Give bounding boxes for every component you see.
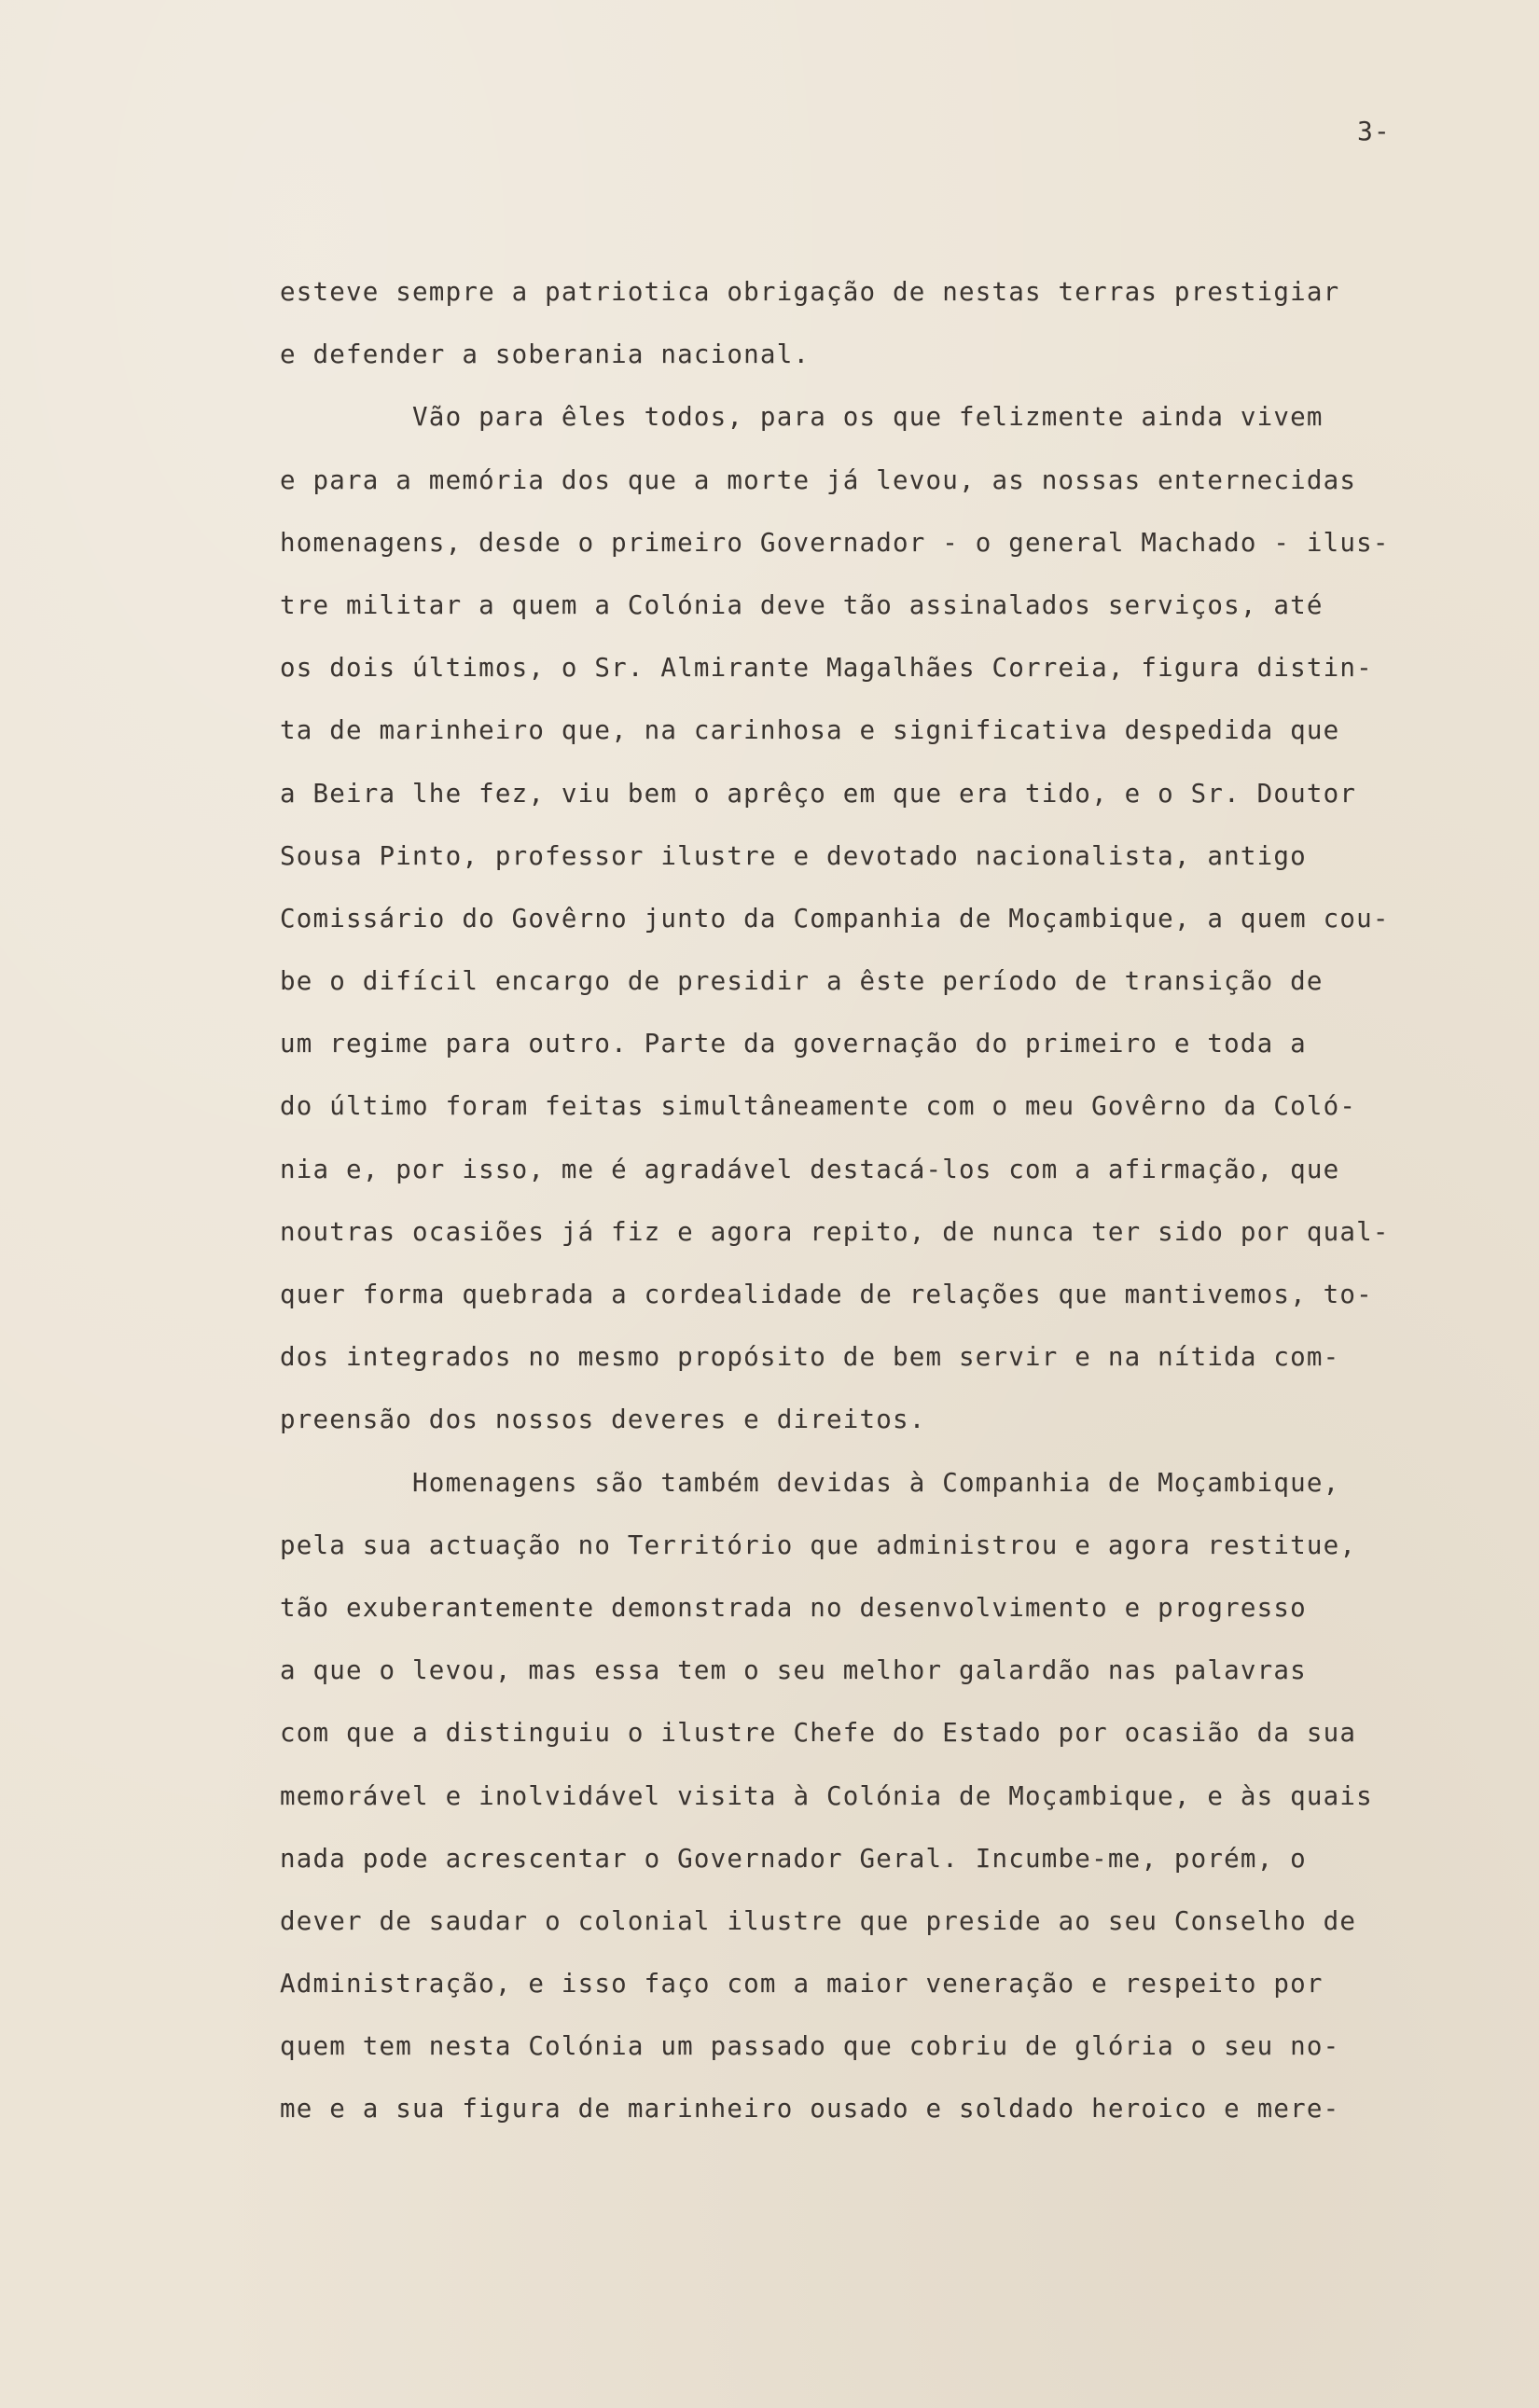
text-line: Homenagens são também devidas à Companhia de Moçambique, <box>280 1467 1340 1498</box>
text-line: be o difícil encargo de presidir a êste período de transição de <box>280 966 1324 997</box>
text-line: dever de saudar o colonial ilustre que preside ao seu Conselho de <box>280 1905 1357 1936</box>
text-line: os dois últimos, o Sr. Almirante Magalhães Correia, figura distin- <box>280 653 1373 684</box>
text-line: pela sua actuação no Território que administrou e agora restitue, <box>280 1529 1357 1560</box>
text-line: noutras ocasiões já fiz e agora repito, de nunca ter sido por qual- <box>280 1216 1390 1247</box>
text-line: e defender a soberania nacional. <box>280 339 811 370</box>
text-line: tre militar a quem a Colónia deve tão assinalados serviços, até <box>280 589 1324 620</box>
text-line: nia e, por isso, me é agradável destacá-los com a afirmação, que <box>280 1154 1340 1184</box>
page-number: 3- <box>1357 116 1391 146</box>
text-line: memorável e inolvidável visita à Colónia de Moçambique, e às quais <box>280 1780 1373 1811</box>
text-line: dos integrados no mesmo propósito de bem servir e na nítida com- <box>280 1342 1340 1373</box>
text-line: um regime para outro. Parte da governação do primeiro e toda a <box>280 1029 1307 1059</box>
text-line: ta de marinheiro que, na carinhosa e significativa despedida que <box>280 715 1340 746</box>
text-line: Comissário do Govêrno junto da Companhia de Moçambique, a quem cou- <box>280 903 1390 934</box>
text-line: do último foram feitas simultâneamente com o meu Govêrno da Coló- <box>280 1091 1357 1122</box>
text-line: esteve sempre a patriotica obrigação de nestas terras prestigiar <box>280 277 1340 307</box>
text-line: Vão para êles todos, para os que felizmente ainda vivem <box>280 402 1324 433</box>
text-line: a Beira lhe fez, viu bem o aprêço em que era tido, e o Sr. Doutor <box>280 778 1357 809</box>
text-line: Sousa Pinto, professor ilustre e devotado nacionalista, antigo <box>280 840 1307 871</box>
text-line: a que o levou, mas essa tem o seu melhor galardão nas palavras <box>280 1655 1307 1686</box>
text-line: tão exuberantemente demonstrada no desenvolvimento e progresso <box>280 1592 1307 1623</box>
body-text <box>280 270 1511 2151</box>
text-line: me e a sua figura de marinheiro ousado e soldado heroico e mere- <box>280 2094 1340 2124</box>
text-line: e para a memória dos que a morte já levou, as nossas enternecidas <box>280 464 1357 495</box>
text-line: preensão dos nossos deveres e direitos. <box>280 1405 926 1435</box>
text-line: Administração, e isso faço com a maior veneração e respeito por <box>280 1969 1324 2000</box>
text-line: com que a distinguiu o ilustre Chefe do Estado por ocasião da sua <box>280 1718 1357 1749</box>
text-line: nada pode acrescentar o Governador Geral. Incumbe-me, porém, o <box>280 1843 1307 1874</box>
text-line: quer forma quebrada a cordealidade de relações que mantivemos, to- <box>280 1280 1373 1309</box>
text-line: quem tem nesta Colónia um passado que cobriu de glória o seu no- <box>280 2031 1340 2062</box>
text-line: homenagens, desde o primeiro Governador - o general Machado - ilus- <box>280 527 1390 558</box>
